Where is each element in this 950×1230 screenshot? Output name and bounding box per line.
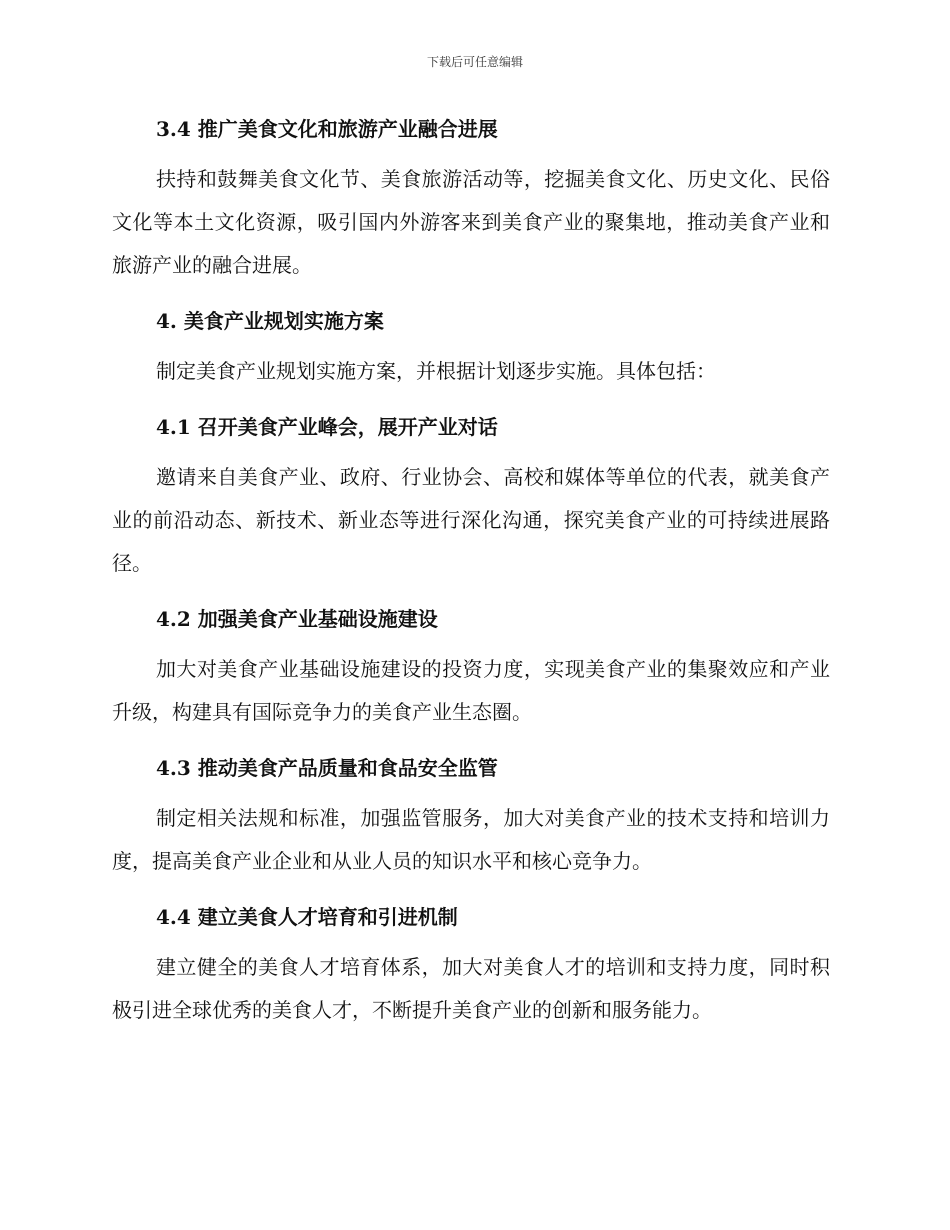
section-paragraph-4-3: 制定相关法规和标准，加强监管服务，加大对美食产业的技术支持和培训力度，提高美食产业企业和从业人员的知识水平和核心竞争力。 (112, 806, 830, 873)
section-paragraph-4-1: 邀请来自美食产业、政府、行业协会、高校和媒体等单位的代表，就美食产业的前沿动态、新技术、新业态等进行深化沟通，探究美食产业的可持续进展路径。 (112, 465, 830, 575)
page-header: 下载后可任意编辑 (426, 55, 523, 69)
section-paragraph-4: 制定美食产业规划实施方案，并根据计划逐步实施。具体包括： (156, 359, 716, 383)
section-paragraph-3-4: 扶持和鼓舞美食文化节、美食旅游活动等，挖掘美食文化、历史文化、民俗文化等本土文化资源，吸引国内外游客来到美食产业的聚集地，推动美食产业和旅游产业的融合进展。 (112, 167, 830, 277)
section-heading-4-1: 4.1 召开美食产业峰会，展开产业对话 (156, 415, 498, 439)
section-heading-3-4: 3.4 推广美食文化和旅游产业融合进展 (156, 117, 498, 141)
section-heading-4-4: 4.4 建立美食人才培育和引进机制 (156, 905, 458, 929)
section-heading-4-3: 4.3 推动美食产品质量和食品安全监管 (156, 756, 498, 780)
section-heading-4-2: 4.2 加强美食产业基础设施建设 (156, 607, 438, 631)
document-body (112, 106, 830, 1032)
section-paragraph-4-2: 加大对美食产业基础设施建设的投资力度，实现美食产业的集聚效应和产业升级，构建具有国际竞争力的美食产业生态圈。 (112, 657, 830, 724)
section-heading-4: 4. 美食产业规划实施方案 (156, 309, 384, 333)
section-paragraph-4-4: 建立健全的美食人才培育体系，加大对美食人才的培训和支持力度，同时积极引进全球优秀的美食人才，不断提升美食产业的创新和服务能力。 (112, 955, 830, 1022)
